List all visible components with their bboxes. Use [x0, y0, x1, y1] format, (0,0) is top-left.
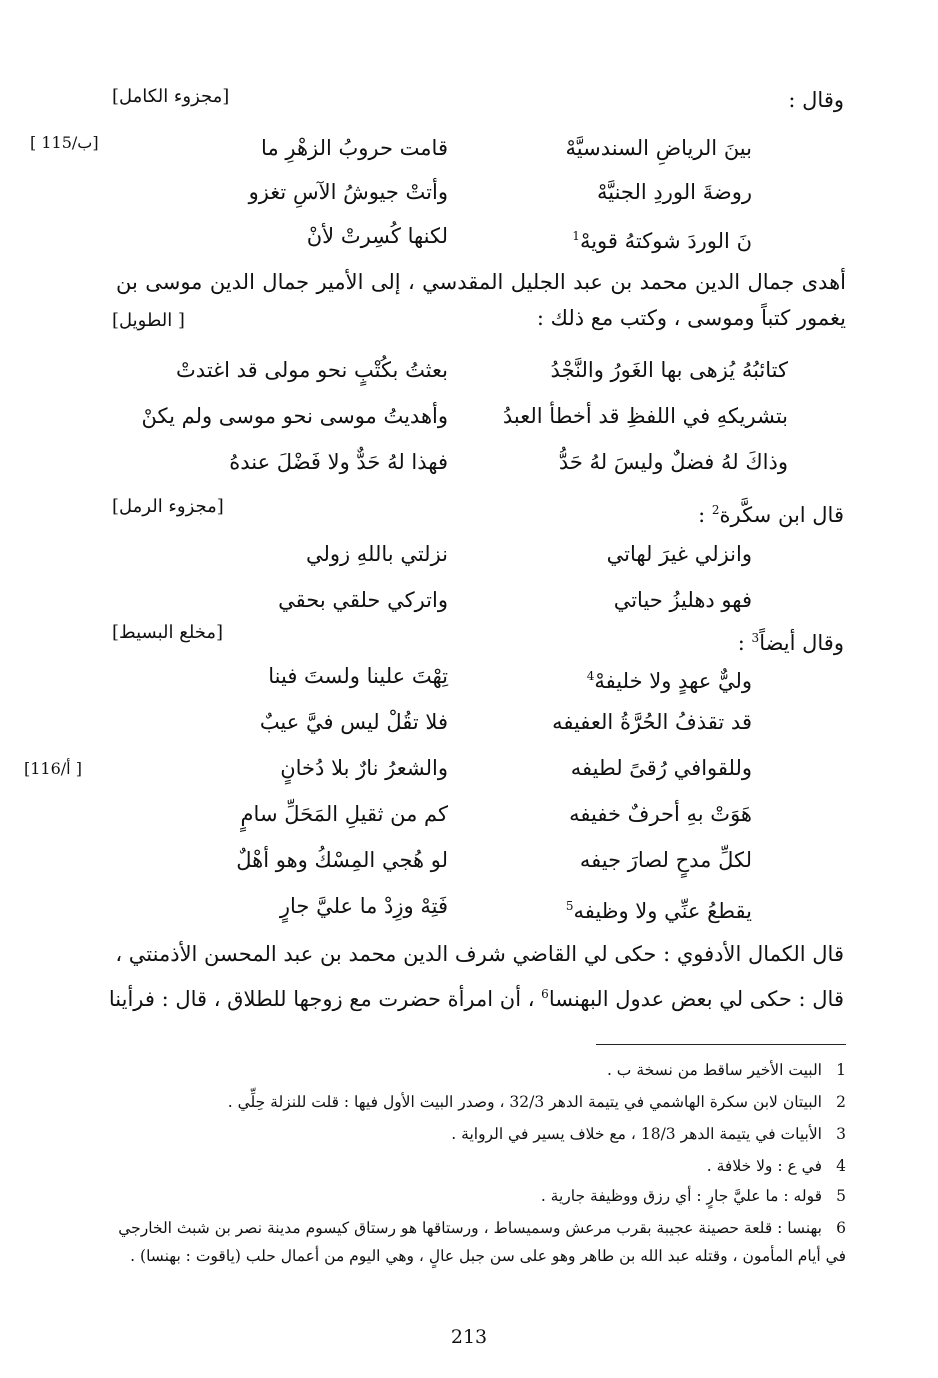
verse-hemistich-left: وانزلي غيرَ لهاتي — [606, 542, 752, 566]
verse-hemistich-right: تِهْتَ علينا ولستَ فينا — [268, 664, 448, 688]
verse-hemistich-right: كم من ثقيلِ المَحَلِّ سامٍ — [240, 802, 448, 826]
footnote-separator — [596, 1044, 846, 1045]
prose-line: قال : حكى لي بعض عدول البهنسا$^6$ ، أن امرأة حضرت مع زوجها للطلاق ، قال : فرأينا — [108, 987, 844, 1011]
verse-hemistich-left: هَوَتْ بهِ أحرفٌ خفيفه — [569, 802, 752, 826]
footnote-ref: 6 — [541, 987, 549, 1001]
verse-hemistich-left: يقطعُ عنِّي ولا وظيفه$^5$ — [565, 899, 752, 923]
verse-hemistich-right: نزلتي باللهِ زولي — [305, 542, 448, 566]
footnote: 6بهنسا : قلعة حصينة عجيبة بقرب مرعش وسميساط ، ورستاقها هو رستاق كيسوم مدينة نصر بن شبث الخارجي في أيام المأمون ، وقتله عبد الله بن طاهر وهو على سن جبل عالٍ ، وهي اليوم من أعمال حلب (ياقوت : بهنسا) . — [118, 1219, 846, 1265]
verse-hemistich-left: بتشريكهِ في اللفظِ قد أخطأ العبدُ — [502, 404, 788, 428]
verse-hemistich-left: وليٌّ عهدٍ ولا خليفهْ$^4$ — [586, 669, 752, 693]
verse-hemistich-left: نَ الوردَ شوكتهُ قويهْ$^1$ — [572, 229, 752, 253]
verse-hemistich-right: وأهديتُ موسى نحو موسى ولم يكنْ — [141, 404, 448, 428]
verse-hemistich-right: لكنها كُسِرتْ لأنْ — [306, 224, 448, 248]
footnote-ref: 2 — [711, 503, 720, 517]
footnote-ref: 5 — [565, 899, 574, 913]
verse-hemistich-left: وذاكَ لهُ فضلٌ وليسَ لهُ حَدُّ — [558, 450, 788, 474]
footnote: 1البيت الأخير ساقط من نسخة ب . — [606, 1061, 846, 1079]
verse-hemistich-left: قد تقذفُ الحُرَّةُ العفيفه — [552, 710, 752, 734]
footnote-ref: 1 — [572, 229, 580, 243]
page-number: 213 — [450, 1326, 488, 1348]
verse-hemistich-right: لو هُجي المِسْكُ وهو أهْلٌ — [236, 848, 448, 872]
verse-hemistich-right: والشعرُ نارٌ بلا دُخانٍ — [280, 756, 448, 780]
verse-hemistich-left: بينَ الرياضِ السندسيَّهْ — [565, 136, 752, 160]
verse-hemistich-left: فهو دهليزُ حياتي — [613, 588, 752, 612]
prose-line: قال الكمال الأدفوي : حكى لي القاضي شرف الدين محمد بن عبد المحسن الأذمنتي ، — [115, 942, 844, 966]
verse-hemistich-right: وأتتْ جيوشُ الآسِ تغزو — [248, 180, 448, 204]
footnote-ref: 3 — [751, 631, 760, 645]
verse-intro: وقال : — [788, 88, 844, 112]
folio-marker: [ 115/ب] — [30, 133, 99, 152]
verse-hemistich-left: روضةَ الوردِ الجنيَّهْ — [596, 180, 752, 204]
footnote: 4في ع : ولا خلافة . — [706, 1157, 846, 1175]
prose-paragraph: أهدى جمال الدين محمد بن عبد الجليل المقدسي ، إلى الأمير جمال الدين موسى بن يغمور كتباً وموسى ، وكتب مع ذلك : — [116, 270, 846, 330]
meter-label: [مجزوء الكامل] — [112, 86, 230, 107]
verse-hemistich-right: فهذا لهُ حَدٌّ ولا فَضْلَ عندهُ — [229, 450, 448, 474]
footnote: 5قوله : ما عليَّ جارٍ : أي رزق ووظيفة جارية . — [540, 1187, 846, 1205]
verse-hemistich-left: كتائبُهُ يُزهى بها الغَورُ والنَّجْدُ — [550, 358, 788, 382]
verse-hemistich-right: فَتِهْ وزِدْ ما عليَّ جارٍ — [279, 894, 448, 918]
footnote: 3الأبيات في يتيمة الدهر 18/3 ، مع خلاف يسير في الرواية . — [451, 1125, 846, 1143]
meter-label: [مخلع البسيط] — [112, 622, 224, 643]
verse-intro: قال ابن سكَّرة$^2$ : — [698, 503, 844, 527]
folio-marker: [116/أ ] — [24, 759, 82, 778]
footnote-ref: 4 — [586, 669, 595, 683]
verse-hemistich-right: قامت حروبُ الزهْرِ ما — [261, 136, 448, 160]
verse-hemistich-right: بعثتُ بكُتْبٍ نحو مولى قد اغتدتْ — [176, 358, 448, 382]
verse-hemistich-left: لكلِّ مدحٍ لصارَ جيفه — [579, 848, 752, 872]
meter-label: [ الطويل] — [112, 310, 185, 331]
footnote: 2البيتان لابن سكرة الهاشمي في يتيمة الدهر 32/3 ، وصدر البيت الأول فيها : قلت للنزلة حِلِّي . — [227, 1093, 846, 1111]
verse-hemistich-left: وللقوافي رُقىً لطيفه — [570, 756, 752, 780]
verse-hemistich-right: فلا تقُلْ ليس فيَّ عيبٌ — [259, 710, 448, 734]
verse-hemistich-right: واتركي حلقي بحقي — [278, 588, 448, 612]
verse-intro: وقال أيضاً$^3$ : — [737, 631, 844, 655]
meter-label: [مجزوء الرمل] — [112, 496, 224, 517]
